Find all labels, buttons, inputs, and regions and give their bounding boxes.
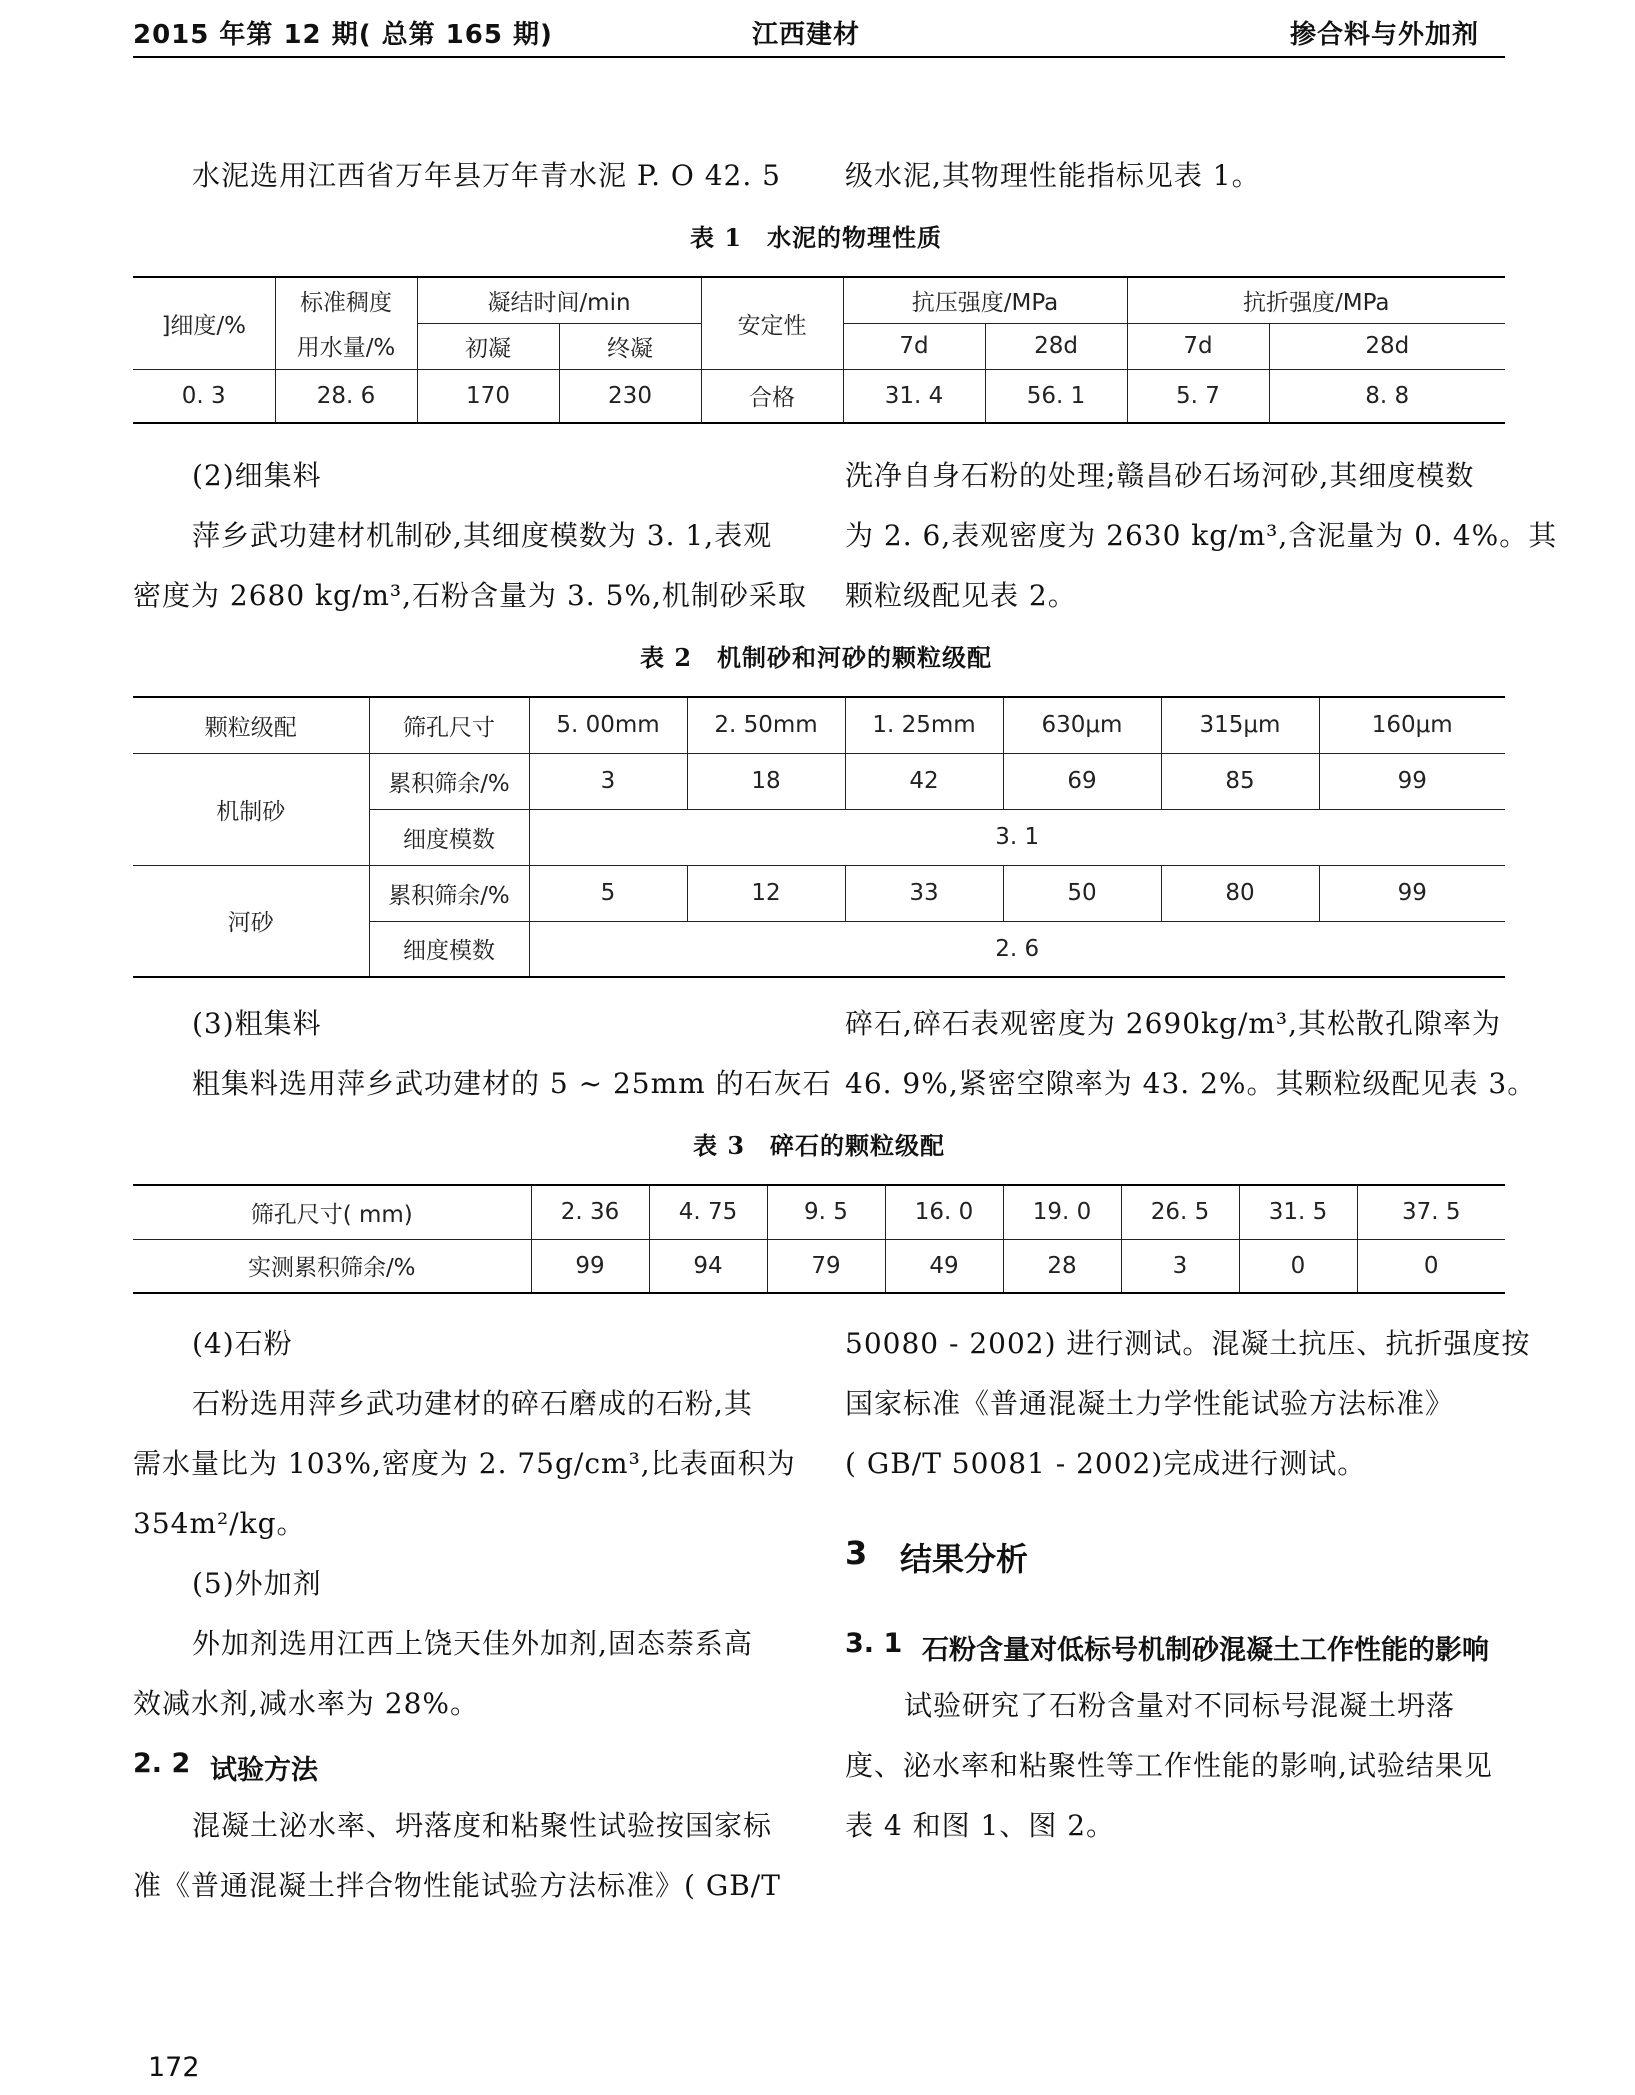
method-line2: 准《普通混凝土拌合物性能试验方法标准》( GB/T	[133, 1869, 781, 1902]
section-2-2-title: 试验方法	[210, 1755, 318, 1786]
table-cell: 0. 3	[133, 369, 275, 423]
t3-sieve-size: 19. 0	[1003, 1185, 1121, 1239]
table-cell: 33	[845, 865, 1003, 921]
t2-sieve-size: 2. 50mm	[687, 697, 845, 753]
section-2-2-number: 2. 2	[133, 1748, 191, 1779]
t2-sieve-size: 315μm	[1161, 697, 1319, 753]
result-line2: 度、泌水率和粘聚性等工作性能的影响,试验结果见	[845, 1749, 1493, 1782]
table-cell: 69	[1003, 753, 1161, 809]
t2-sieve-size: 630μm	[1003, 697, 1161, 753]
t1-header-setting: 凝结时间/min	[417, 277, 701, 323]
t2-residue-label: 累积筛余/%	[369, 753, 529, 809]
result-line3: 表 4 和图 1、图 2。	[845, 1809, 1116, 1842]
t1-header-consistency-1: 标准稠度	[275, 277, 417, 323]
coarse-aggregate-title: (3)粗集料	[192, 1007, 322, 1040]
t3-header-sieve: 筛孔尺寸( mm)	[133, 1185, 531, 1239]
table-cell: 230	[559, 369, 701, 423]
t1-header-final: 终凝	[559, 323, 701, 369]
t1-header-fineness: ]细度/%	[133, 277, 275, 369]
coarse-right-line2: 46. 9%,紧密空隙率为 43. 2%。其颗粒级配见表 3。	[845, 1067, 1537, 1100]
t2-river-fm: 2. 6	[529, 921, 1505, 977]
stone-powder-title: (4)石粉	[192, 1327, 293, 1360]
t2-manufactured-fm: 3. 1	[529, 809, 1505, 865]
section-3-1-number: 3. 1	[845, 1628, 903, 1659]
section-3-title: 结果分析	[900, 1540, 1029, 1578]
table-cell: 3	[1121, 1239, 1239, 1293]
table-cell: 99	[531, 1239, 649, 1293]
table-cell: 170	[417, 369, 559, 423]
fine-aggregate-title: (2)细集料	[192, 459, 322, 492]
right-line1: 50080 - 2002) 进行测试。混凝土抗压、抗折强度按	[845, 1327, 1531, 1360]
table-cell: 28	[1003, 1239, 1121, 1293]
t1-header-7d: 7d	[1127, 323, 1269, 369]
table-cell: 42	[845, 753, 1003, 809]
stone-powder-line3: 354m²/kg。	[133, 1507, 306, 1540]
t1-header-28d: 28d	[985, 323, 1127, 369]
t1-header-consistency-2: 用水量/%	[275, 323, 417, 369]
table-cell: 94	[649, 1239, 767, 1293]
table1	[133, 276, 1505, 424]
table-cell: 5	[529, 865, 687, 921]
t2-manufactured-sand: 机制砂	[133, 753, 369, 865]
issue-info: 2015 年第 12 期( 总第 165 期)	[133, 20, 553, 50]
result-line1: 试验研究了石粉含量对不同标号混凝土坍落	[904, 1689, 1456, 1722]
fine-right-line2: 为 2. 6,表观密度为 2630 kg/m³,含泥量为 0. 4%。其	[845, 519, 1558, 552]
table-cell: 3	[529, 753, 687, 809]
table-cell: 79	[767, 1239, 885, 1293]
t1-header-7d: 7d	[843, 323, 985, 369]
table-cell: 5. 7	[1127, 369, 1269, 423]
t1-header-initial: 初凝	[417, 323, 559, 369]
table-cell: 56. 1	[985, 369, 1127, 423]
section-3-1-title: 石粉含量对低标号机制砂混凝土工作性能的影响	[922, 1635, 1489, 1666]
t3-header-residue: 实测累积筛余/%	[133, 1239, 531, 1293]
table2	[133, 696, 1505, 978]
fine-right-line3: 颗粒级配见表 2。	[845, 579, 1077, 612]
table3	[133, 1184, 1505, 1294]
table-cell: 0	[1357, 1239, 1505, 1293]
fine-right-line1: 洗净自身石粉的处理;赣昌砂石场河砂,其细度模数	[845, 459, 1475, 492]
t2-header-sieve: 筛孔尺寸	[369, 697, 529, 753]
table-cell: 0	[1239, 1239, 1357, 1293]
admixture-title: (5)外加剂	[192, 1567, 322, 1600]
table2-caption: 表 2 机制砂和河砂的颗粒级配	[640, 643, 993, 672]
admixture-line1: 外加剂选用江西上饶天佳外加剂,固态萘系高	[192, 1627, 753, 1660]
table-cell: 31. 4	[843, 369, 985, 423]
t3-sieve-size: 37. 5	[1357, 1185, 1505, 1239]
section-3-number: 3	[845, 1534, 868, 1572]
t1-header-flexural: 抗折强度/MPa	[1127, 277, 1505, 323]
table-cell: 80	[1161, 865, 1319, 921]
t2-sieve-size: 1. 25mm	[845, 697, 1003, 753]
table-cell: 12	[687, 865, 845, 921]
fine-left-line1: 萍乡武功建材机制砂,其细度模数为 3. 1,表观	[192, 519, 773, 552]
t2-river-sand: 河砂	[133, 865, 369, 977]
t3-sieve-size: 4. 75	[649, 1185, 767, 1239]
coarse-left-line1: 粗集料选用萍乡武功建材的 5 ~ 25mm 的石灰石	[192, 1067, 832, 1100]
page-number: 172	[148, 2052, 200, 2083]
right-line3: ( GB/T 50081 - 2002)完成进行测试。	[845, 1447, 1367, 1480]
admixture-line2: 效减水剂,减水率为 28%。	[133, 1687, 480, 1720]
table-cell: 85	[1161, 753, 1319, 809]
table-cell: 8. 8	[1269, 369, 1505, 423]
table-cell: 49	[885, 1239, 1003, 1293]
table-cell: 合格	[701, 369, 843, 423]
t2-sieve-size: 5. 00mm	[529, 697, 687, 753]
intro-right: 级水泥,其物理性能指标见表 1。	[845, 159, 1261, 192]
t2-fm-label: 细度模数	[369, 809, 529, 865]
t1-header-28d: 28d	[1269, 323, 1505, 369]
t3-sieve-size: 26. 5	[1121, 1185, 1239, 1239]
t3-sieve-size: 31. 5	[1239, 1185, 1357, 1239]
intro-left: 水泥选用江西省万年县万年青水泥 P. O 42. 5	[192, 159, 781, 192]
t3-sieve-size: 9. 5	[767, 1185, 885, 1239]
journal-name: 江西建材	[752, 20, 861, 50]
table-cell: 99	[1319, 753, 1505, 809]
t3-sieve-size: 2. 36	[531, 1185, 649, 1239]
table-cell: 18	[687, 753, 845, 809]
section-name: 掺合料与外加剂	[1290, 20, 1480, 50]
t2-fm-label: 细度模数	[369, 921, 529, 977]
table1-caption: 表 1 水泥的物理性质	[690, 223, 943, 252]
table-cell: 50	[1003, 865, 1161, 921]
t2-sieve-size: 160μm	[1319, 697, 1505, 753]
t2-residue-label: 累积筛余/%	[369, 865, 529, 921]
stone-powder-line2: 需水量比为 103%,密度为 2. 75g/cm³,比表面积为	[133, 1447, 796, 1480]
method-line1: 混凝土泌水率、坍落度和粘聚性试验按国家标	[192, 1809, 773, 1842]
right-line2: 国家标准《普通混凝土力学性能试验方法标准》	[845, 1387, 1455, 1420]
stone-powder-line1: 石粉选用萍乡武功建材的碎石磨成的石粉,其	[192, 1387, 753, 1420]
header-rule	[133, 56, 1505, 58]
table-cell: 99	[1319, 865, 1505, 921]
t1-header-compressive: 抗压强度/MPa	[843, 277, 1127, 323]
coarse-right-line1: 碎石,碎石表观密度为 2690kg/m³,其松散孔隙率为	[845, 1007, 1502, 1040]
t1-header-soundness: 安定性	[701, 277, 843, 369]
table3-caption: 表 3 碎石的颗粒级配	[693, 1131, 946, 1160]
table-cell: 28. 6	[275, 369, 417, 423]
t3-sieve-size: 16. 0	[885, 1185, 1003, 1239]
t2-header-grading: 颗粒级配	[133, 697, 369, 753]
fine-left-line2: 密度为 2680 kg/m³,石粉含量为 3. 5%,机制砂采取	[133, 579, 807, 612]
